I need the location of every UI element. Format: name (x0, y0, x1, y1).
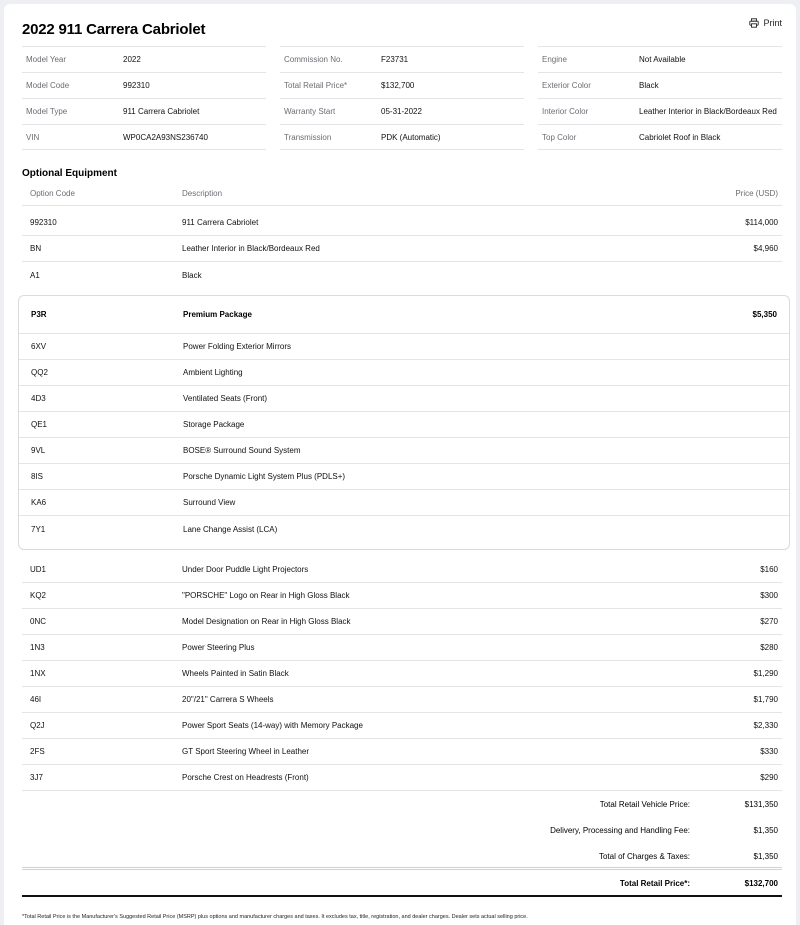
package-item-row (19, 360, 789, 386)
spec-row (280, 46, 524, 72)
option-price: $330 (760, 747, 778, 756)
package-item-row (19, 464, 789, 490)
package-item-row (19, 334, 789, 360)
option-code: BN (30, 244, 42, 253)
price-totals (22, 791, 782, 869)
package-item-row (19, 438, 789, 464)
option-description: Ambient Lighting (183, 368, 243, 377)
option-code: 0NC (30, 617, 47, 626)
option-code: 7Y1 (31, 524, 46, 534)
total-vehicle-price-row (22, 791, 782, 817)
option-price: $160 (760, 565, 778, 574)
spec-label: Model Code (26, 81, 70, 90)
option-code: 9VL (31, 446, 46, 455)
spec-label: VIN (26, 132, 40, 142)
spec-label: Interior Color (542, 107, 589, 116)
total-label: Total Retail Vehicle Price: (599, 799, 690, 809)
table-row (22, 262, 782, 288)
option-code: 1N3 (30, 643, 45, 652)
package-item-row (19, 412, 789, 438)
spec-row (280, 124, 524, 150)
spec-value: Not Available (639, 55, 686, 64)
spec-row (22, 124, 266, 150)
spec-label: Warranty Start (284, 107, 336, 116)
option-description: Porsche Dynamic Light System Plus (PDLS+) (183, 472, 346, 481)
spec-value: Leather Interior in Black/Bordeaux Red (639, 107, 777, 116)
spec-value: 2022 (123, 55, 141, 64)
equipment-table-header (22, 182, 782, 206)
option-description: Porsche Crest on Headrests (Front) (182, 773, 309, 782)
vehicle-specs (22, 46, 782, 150)
premium-package-card (18, 295, 790, 550)
spec-row (538, 46, 782, 72)
spec-label: Transmission (284, 132, 332, 142)
option-price: $280 (760, 643, 778, 652)
package-header-row (19, 296, 789, 334)
option-price: $300 (760, 591, 778, 600)
column-header-code: Option Code (30, 189, 75, 198)
option-description: Under Door Puddle Light Projectors (182, 565, 309, 574)
option-price: $1,290 (753, 669, 778, 678)
msrp-footnote: *Total Retail Price is the Manufacturer's Suggested Retail Price (MSRP) plus options and manufacturer charges and taxes. It excludes tax, title, registration, and dealer charges. Dealer sets actual selling price. (22, 914, 528, 920)
print-button[interactable] (749, 18, 782, 28)
page-title: 2022 911 Carrera Cabriolet (22, 21, 206, 38)
table-row (22, 739, 782, 765)
delivery-fee-row (22, 817, 782, 843)
spec-label: Commission No. (284, 55, 343, 64)
grand-total-divider (22, 895, 782, 897)
option-code: 3J7 (30, 773, 43, 782)
package-item-row (19, 490, 789, 516)
table-row (22, 236, 782, 262)
option-code: 2FS (30, 747, 45, 756)
option-code: 4D3 (31, 394, 46, 403)
equipment-rows-before (22, 210, 782, 288)
spec-row (22, 46, 266, 72)
option-code: 46I (30, 695, 42, 704)
option-description: 911 Carrera Cabriolet (182, 218, 259, 227)
spec-value: WP0CA2A93NS236740 (123, 132, 208, 142)
package-price: $5,350 (752, 310, 777, 319)
option-description: Power Steering Plus (182, 643, 255, 652)
option-description: Power Sport Seats (14-way) with Memory Package (182, 721, 363, 730)
spec-value: Cabriolet Roof in Black (639, 132, 721, 142)
spec-row (280, 98, 524, 124)
package-code: P3R (31, 310, 47, 319)
table-row (22, 557, 782, 583)
grand-total-row (22, 870, 782, 896)
option-code: Q2J (30, 721, 45, 730)
table-row (22, 635, 782, 661)
option-description: Power Folding Exterior Mirrors (183, 342, 292, 351)
table-row (22, 687, 782, 713)
option-description: Black (182, 270, 202, 280)
option-code: QE1 (31, 420, 48, 429)
spec-row (280, 72, 524, 98)
option-price: $4,960 (753, 244, 778, 253)
table-row (22, 713, 782, 739)
option-description: Model Designation on Rear in High Gloss Black (182, 617, 351, 626)
option-code: QQ2 (31, 368, 48, 377)
option-description: Ventilated Seats (Front) (183, 394, 268, 403)
option-description: BOSE® Surround Sound System (183, 446, 301, 455)
package-item-row (19, 516, 789, 542)
spec-label: Top Color (542, 132, 577, 142)
charges-taxes-row (22, 843, 782, 869)
total-label: Delivery, Processing and Handling Fee: (550, 825, 690, 835)
option-code: KA6 (31, 498, 47, 507)
spec-value: Black (639, 81, 659, 90)
option-description: Lane Change Assist (LCA) (183, 524, 278, 534)
column-header-description: Description (182, 189, 223, 198)
spec-label: Engine (542, 55, 567, 64)
option-price: $270 (760, 617, 778, 626)
option-code: 1NX (30, 669, 46, 678)
option-code: 992310 (30, 218, 57, 227)
table-row (22, 765, 782, 791)
total-label: Total of Charges & Taxes: (598, 851, 690, 861)
option-description: Surround View (183, 498, 236, 507)
spec-value: 992310 (123, 81, 150, 90)
option-description: Wheels Painted in Satin Black (182, 669, 289, 678)
specs-column-2 (280, 46, 524, 150)
option-description: Leather Interior in Black/Bordeaux Red (182, 244, 320, 253)
spec-value: $132,700 (381, 81, 415, 90)
package-description: Premium Package (183, 310, 252, 319)
option-code: A1 (30, 270, 40, 280)
specs-column-3 (538, 46, 782, 150)
spec-value: F23731 (381, 55, 409, 64)
table-row (22, 609, 782, 635)
spec-label: Model Year (26, 55, 67, 64)
option-code: UD1 (30, 565, 47, 574)
option-code: 8IS (31, 472, 44, 481)
table-row (22, 583, 782, 609)
total-value: $1,350 (753, 825, 778, 835)
option-price: $1,790 (753, 695, 778, 704)
grand-total-label: Total Retail Price*: (619, 879, 690, 888)
spec-label: Exterior Color (542, 81, 591, 90)
option-code: 6XV (31, 342, 47, 351)
total-value: $1,350 (753, 851, 778, 861)
option-description: "PORSCHE" Logo on Rear in High Gloss Black (182, 591, 350, 600)
equipment-rows-after (22, 557, 782, 791)
print-label: Print (763, 18, 782, 28)
column-header-price: Price (USD) (735, 189, 778, 198)
specs-column-1 (22, 46, 266, 150)
option-price: $2,330 (753, 721, 778, 730)
option-description: 20"/21" Carrera S Wheels (182, 695, 274, 704)
spec-row (538, 72, 782, 98)
table-row (22, 210, 782, 236)
spec-row (538, 98, 782, 124)
spec-value: 05-31-2022 (381, 107, 422, 116)
option-price: $114,000 (745, 218, 778, 227)
spec-value: PDK (Automatic) (381, 132, 441, 142)
option-description: Storage Package (183, 420, 245, 429)
spec-label: Total Retail Price* (284, 81, 348, 90)
table-row (22, 661, 782, 687)
option-code: KQ2 (30, 591, 47, 600)
option-price: $290 (760, 773, 778, 782)
printer-icon (749, 18, 759, 28)
spec-row (22, 72, 266, 98)
spec-label: Model Type (26, 107, 68, 116)
optional-equipment-title: Optional Equipment (22, 168, 117, 179)
grand-total-value: $132,700 (744, 879, 778, 888)
total-value: $131,350 (744, 799, 778, 809)
vehicle-detail-page (4, 4, 796, 925)
package-item-row (19, 386, 789, 412)
spec-value: 911 Carrera Cabriolet (123, 107, 200, 116)
option-description: GT Sport Steering Wheel in Leather (182, 747, 310, 756)
spec-row (22, 98, 266, 124)
spec-row (538, 124, 782, 150)
